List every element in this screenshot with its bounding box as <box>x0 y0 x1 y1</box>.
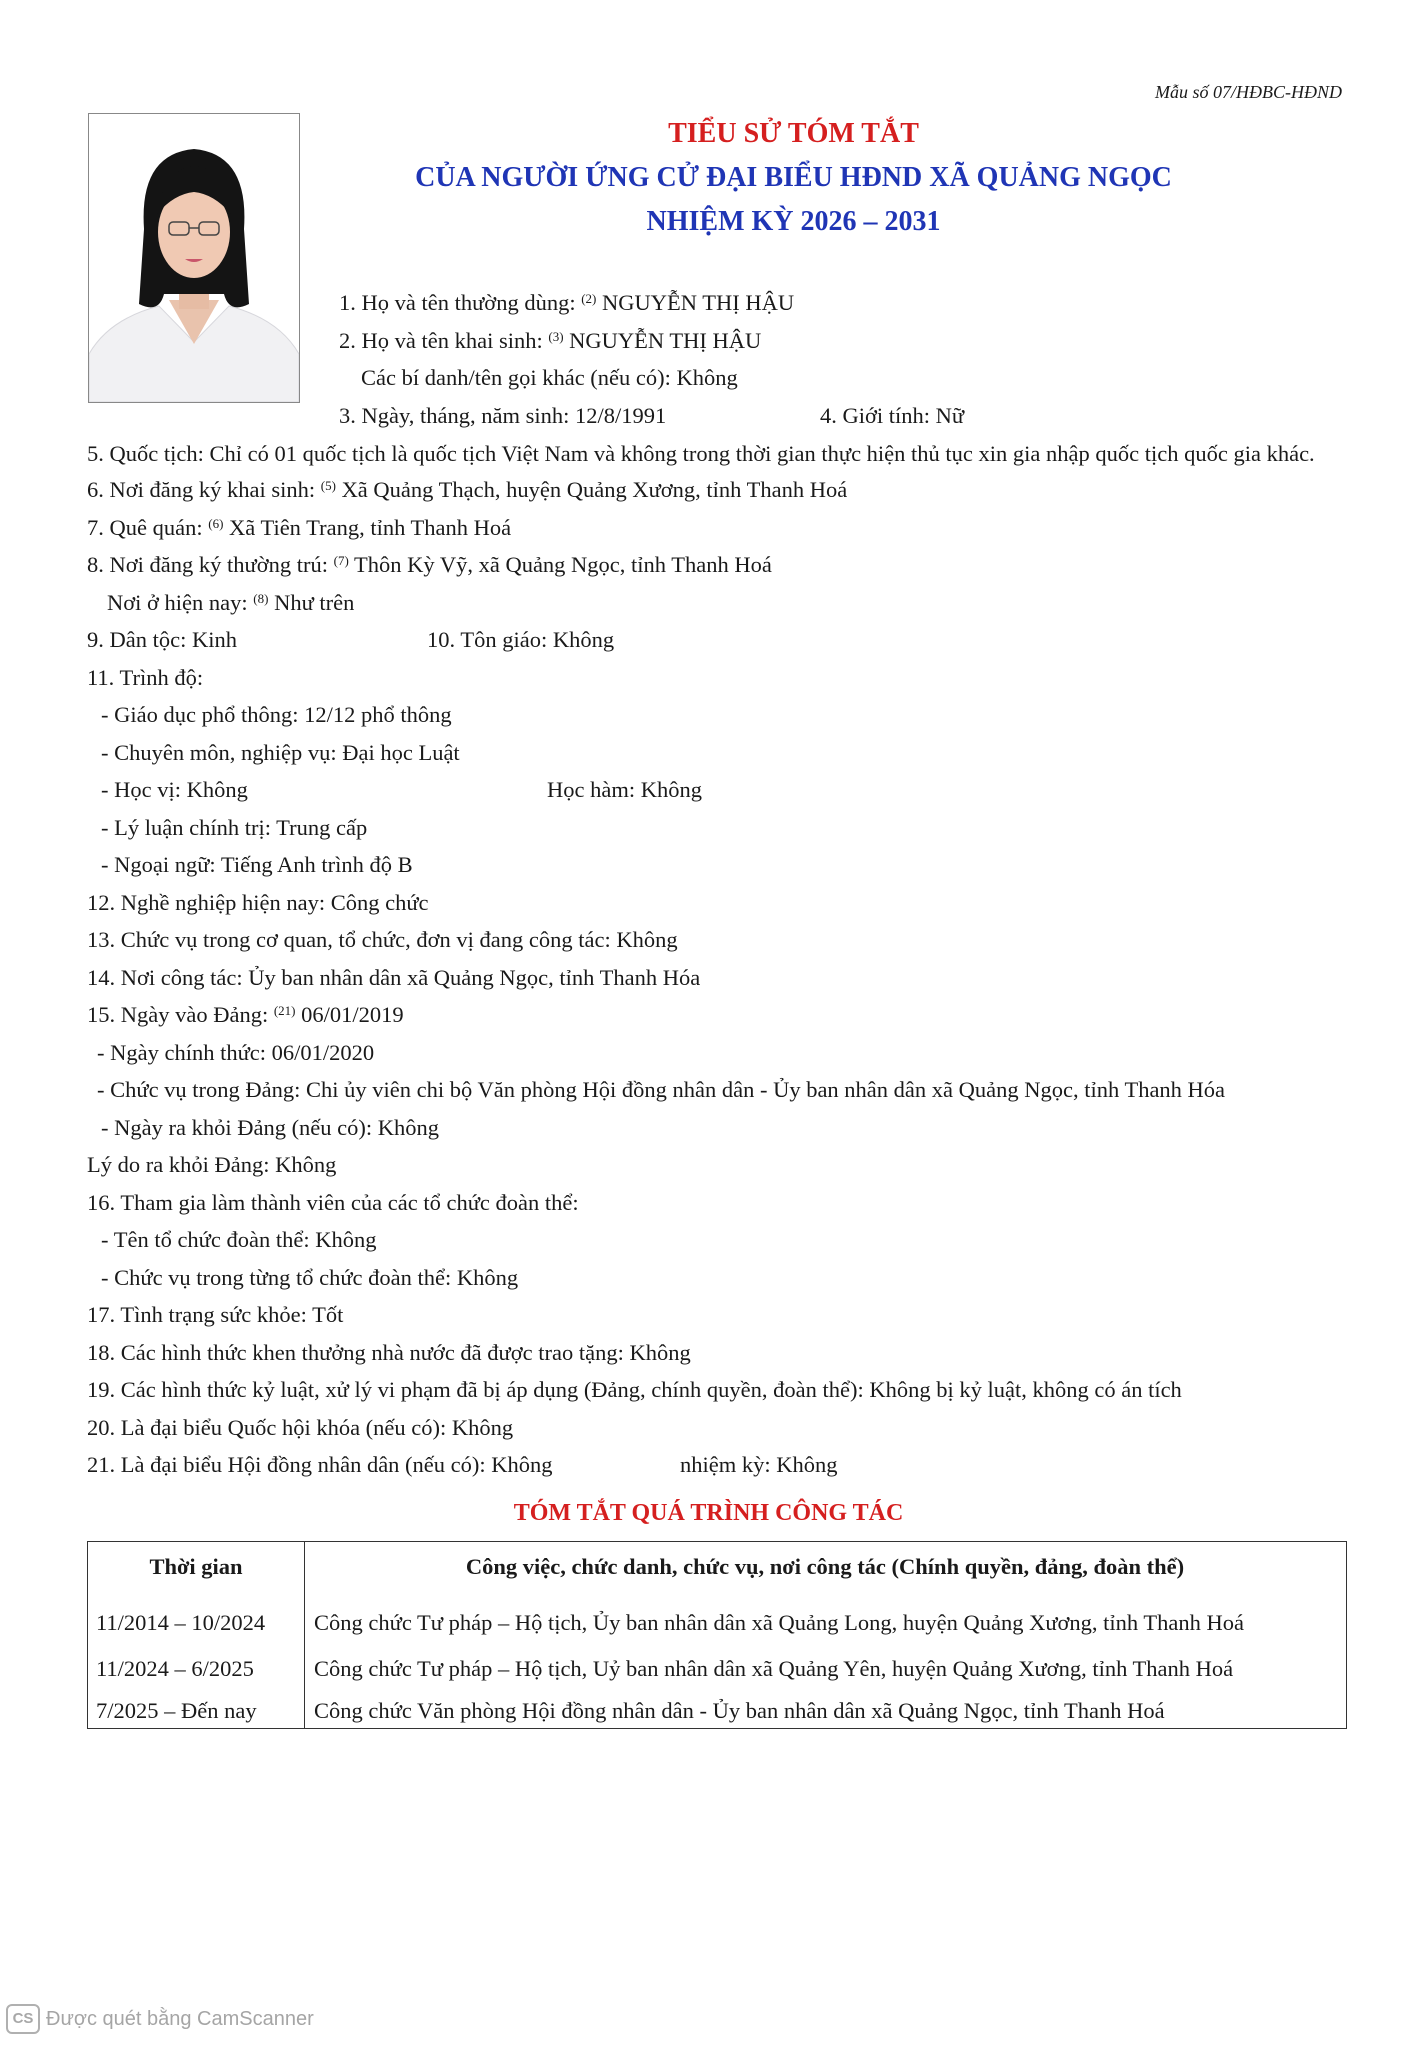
religion-field: 10. Tôn giáo: Không <box>427 627 615 652</box>
form-number: Mẫu số 07/HĐBC-HĐND <box>1155 82 1342 102</box>
work-cell: Công chức Văn phòng Hội đồng nhân dân - Ủy ban nhân dân xã Quảng Ngọc, tỉnh Thanh Hoá <box>314 1698 1165 1723</box>
current-address-line: Nơi ở hiện nay: $^{(8)}$ Như trên <box>107 589 355 615</box>
dob-line: 3. Ngày, tháng, năm sinh: 12/8/1991 4. Giới tính: Nữ <box>87 397 1347 435</box>
time-cell: 11/2024 – 6/2025 <box>96 1656 254 1681</box>
party-position-line: - Chức vụ trong Đảng: Chi ủy viên chi bộ Văn phòng Hội đồng nhân dân - Ủy ban nhân dân xã Quảng Ngọc, tỉnh Thanh Hóa <box>97 1077 1226 1102</box>
party-leave-date-line: - Ngày ra khỏi Đảng (nếu có): Không <box>101 1114 440 1140</box>
watermark-text: Được quét bằng CamScanner <box>46 2007 314 2030</box>
organization-position-line: - Chức vụ trong từng tổ chức đoàn thể: Không <box>101 1264 519 1290</box>
biography-fields <box>87 284 1347 1484</box>
title-line-1: TIỂU SỬ TÓM TẮT <box>668 118 919 149</box>
pc-term-field: nhiệm kỳ: Không <box>680 1452 838 1477</box>
birth-name-line: 2. Họ và tên khai sinh: $^{(3)}$ NGUYỄN THỊ HẬU <box>339 327 762 353</box>
organization-name-line: - Tên tổ chức đoàn thể: Không <box>101 1227 377 1252</box>
hometown-line: 7. Quê quán: $^{(6)}$ Xã Tiên Trang, tỉnh Thanh Hoá <box>87 514 512 540</box>
specialty-line: - Chuyên môn, nghiệp vụ: Đại học Luật <box>101 739 460 765</box>
common-name-line: 1. Họ và tên thường dùng: $^{(2)}$ NGUYỄN THỊ HẬU <box>339 290 795 315</box>
work-history-table <box>87 1541 1347 1729</box>
aliases-line: Các bí danh/tên gọi khác (nếu có): Không <box>361 365 738 390</box>
gender-field: 4. Giới tính: Nữ <box>820 402 965 428</box>
document-title <box>330 112 1257 244</box>
nationality-line: 5. Quốc tịch: Chỉ có 01 quốc tịch là quốc tịch Việt Nam và không trong thời gian thực hiện thủ tục xin gia nhập quốc tịch quốc gia khác. <box>87 441 1315 466</box>
pc-deputy-line: 21. Là đại biểu Hội đồng nhân dân (nếu có): Không nhiệm kỳ: Không <box>87 1446 1347 1484</box>
workplace-line: 14. Nơi công tác: Ủy ban nhân dân xã Quảng Ngọc, tỉnh Thanh Hóa <box>87 964 701 990</box>
party-join-line: 15. Ngày vào Đảng: $^{(21)}$ 06/01/2019 <box>87 1002 404 1027</box>
education-heading: 11. Trình độ: <box>87 664 204 690</box>
degree-line: - Học vị: Không Học hàm: Không <box>87 771 1347 809</box>
birth-registration-line: 6. Nơi đăng ký khai sinh: $^{(5)}$ Xã Quảng Thạch, huyện Quảng Xương, tỉnh Thanh Hoá <box>87 477 848 502</box>
work-history-heading: TÓM TẮT QUÁ TRÌNH CÔNG TÁC <box>513 1500 904 1526</box>
title-line-3: NHIỆM KỲ 2026 – 2031 <box>646 206 941 237</box>
residence-line: 8. Nơi đăng ký thường trú: $^{(7)}$ Thôn Kỳ Vỹ, xã Quảng Ngọc, tỉnh Thanh Hoá <box>87 552 772 577</box>
organizations-heading: 16. Tham gia làm thành viên của các tổ chức đoàn thể: <box>87 1189 579 1215</box>
party-official-line: - Ngày chính thức: 06/01/2020 <box>97 1039 375 1065</box>
time-cell: 11/2014 – 10/2024 <box>96 1610 266 1635</box>
camscanner-logo-icon: CS <box>6 2004 40 2034</box>
position-line: 13. Chức vụ trong cơ quan, tổ chức, đơn vị đang công tác: Không <box>87 927 678 952</box>
health-line: 17. Tình trạng sức khỏe: Tốt <box>87 1302 344 1327</box>
work-cell: Công chức Tư pháp – Hộ tịch, Uỷ ban nhân dân xã Quảng Yên, huyện Quảng Xương, tỉnh Thanh Hoá <box>314 1656 1234 1681</box>
discipline-line: 19. Các hình thức kỷ luật, xử lý vi phạm đã bị áp dụng (Đảng, chính quyền, đoàn thể): Không bị kỷ luật, không có án tích <box>87 1377 1182 1402</box>
political-theory-line: - Lý luận chính trị: Trung cấp <box>101 814 368 840</box>
general-education-line: - Giáo dục phổ thông: 12/12 phổ thông <box>101 702 452 727</box>
ethnicity-religion-line: 9. Dân tộc: Kinh 10. Tôn giáo: Không <box>87 621 1347 659</box>
column-header-work: Công việc, chức danh, chức vụ, nơi công tác (Chính quyền, đảng, đoàn thể) <box>465 1554 1185 1579</box>
work-cell: Công chức Tư pháp – Hộ tịch, Ủy ban nhân dân xã Quảng Long, huyện Quảng Xương, tỉnh Thanh Hoá <box>314 1610 1244 1635</box>
column-header-time: Thời gian <box>149 1554 243 1579</box>
awards-line: 18. Các hình thức khen thưởng nhà nước đã được trao tặng: Không <box>87 1339 691 1365</box>
title-line-2: CỦA NGƯỜI ỨNG CỬ ĐẠI BIỂU HĐND XÃ QUẢNG NGỌC <box>415 162 1172 193</box>
na-deputy-line: 20. Là đại biểu Quốc hội khóa (nếu có): Không <box>87 1414 514 1440</box>
party-leave-reason-line: Lý do ra khỏi Đảng: Không <box>87 1152 337 1177</box>
foreign-language-line: - Ngoại ngữ: Tiếng Anh trình độ B <box>101 852 413 877</box>
scanner-watermark <box>6 2004 314 2034</box>
occupation-line: 12. Nghề nghiệp hiện nay: Công chức <box>87 889 429 915</box>
time-cell: 7/2025 – Đến nay <box>96 1698 257 1723</box>
academic-title-field: Học hàm: Không <box>547 777 702 802</box>
